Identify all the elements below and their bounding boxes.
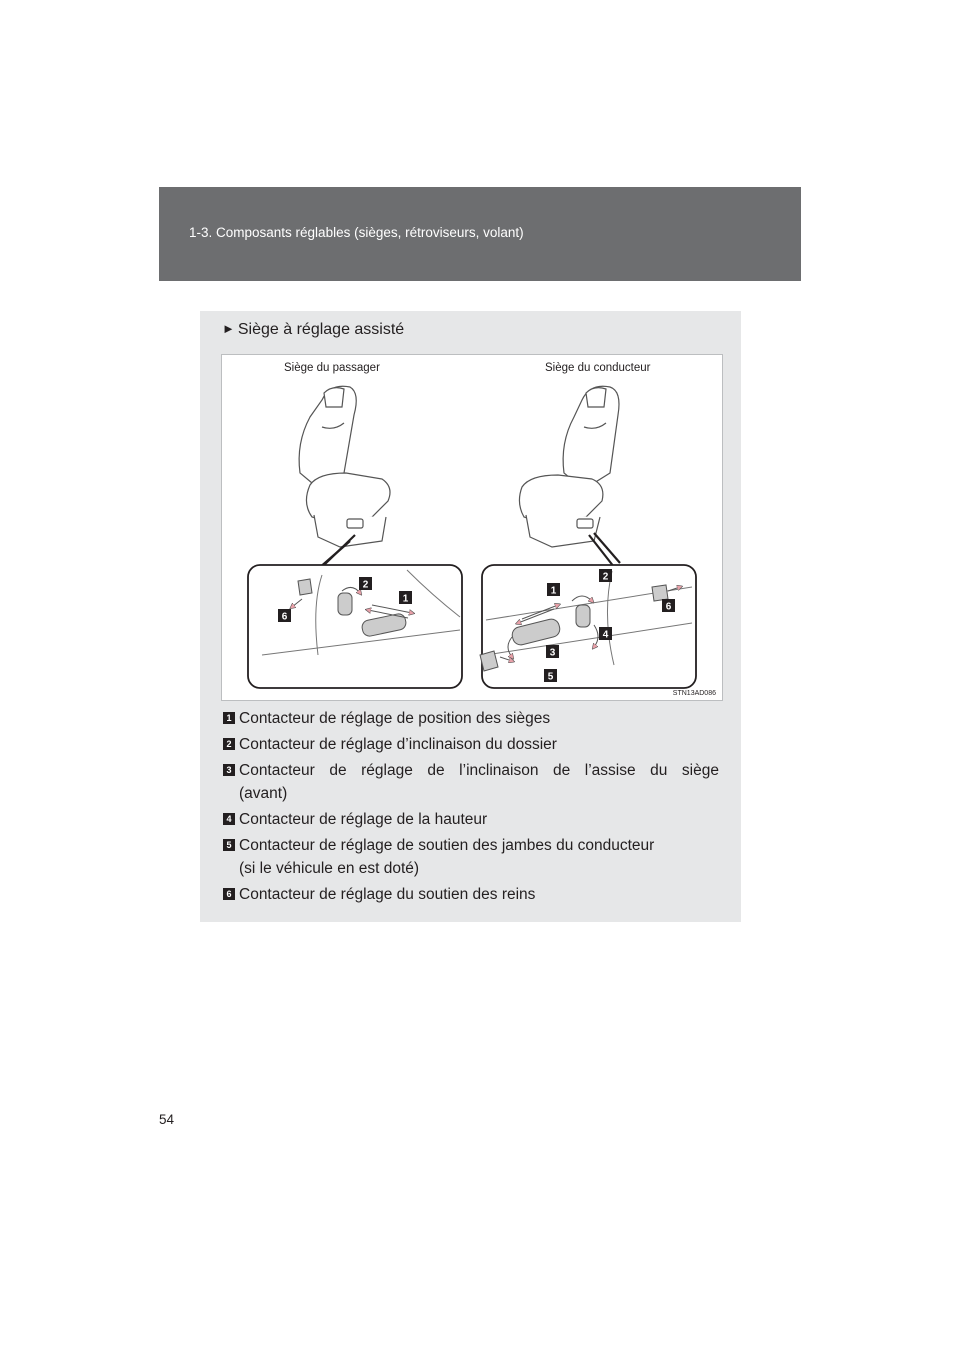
driver-seat-icon bbox=[519, 386, 619, 547]
svg-text:6: 6 bbox=[665, 601, 672, 613]
page-number: 54 bbox=[159, 1112, 175, 1127]
list-item bbox=[222, 733, 719, 756]
number-badge: 2 bbox=[223, 738, 235, 750]
callout-3-driver bbox=[546, 645, 559, 659]
item-text: Contacteur de réglage de position des sièges bbox=[239, 710, 551, 727]
svg-text:2: 2 bbox=[602, 571, 609, 583]
item-text: Contacteur de réglage d’inclinaison du dossier bbox=[239, 736, 557, 753]
item-text: Contacteur de réglage de soutien des jambes du conducteur bbox=[239, 837, 655, 854]
svg-text:2: 2 bbox=[362, 579, 369, 591]
list-item bbox=[222, 834, 719, 880]
header-band bbox=[159, 187, 801, 281]
list-item bbox=[222, 808, 719, 831]
triangle-marker-icon: ► bbox=[222, 321, 235, 336]
svg-text:1: 1 bbox=[550, 585, 557, 597]
number-badge: 3 bbox=[223, 764, 235, 776]
driver-seat-label: Siège du conducteur bbox=[545, 362, 651, 374]
section-title-text: Siège à réglage assisté bbox=[237, 321, 405, 338]
item-text: Contacteur de réglage du soutien des reins bbox=[239, 886, 536, 903]
figure-code: STN13AD086 bbox=[672, 690, 716, 697]
svg-text:1: 1 bbox=[402, 593, 409, 605]
content-panel bbox=[200, 311, 741, 922]
seat-drawing bbox=[222, 355, 722, 700]
callout-2-passenger bbox=[359, 577, 372, 591]
driver-detail-box bbox=[482, 565, 696, 688]
callout-6-passenger bbox=[278, 609, 291, 623]
passenger-seat-icon bbox=[299, 386, 390, 547]
list-item bbox=[222, 883, 719, 906]
section-title bbox=[222, 321, 404, 339]
seat-illustration bbox=[221, 354, 723, 701]
item-text-continued: (si le véhicule en est doté) bbox=[239, 860, 420, 877]
svg-text:5: 5 bbox=[547, 671, 554, 683]
item-text: Contacteur de réglage de la hauteur bbox=[239, 811, 488, 828]
callout-5-driver bbox=[544, 669, 557, 683]
passenger-seat-label: Siège du passager bbox=[284, 362, 380, 374]
svg-text:6: 6 bbox=[281, 611, 288, 623]
callout-4-driver bbox=[599, 627, 612, 641]
number-badge: 1 bbox=[223, 712, 235, 724]
number-badge: 4 bbox=[223, 813, 235, 825]
svg-text:4: 4 bbox=[602, 629, 609, 641]
passenger-detail-box bbox=[248, 565, 462, 688]
item-text-continued: (avant) bbox=[239, 785, 288, 802]
number-badge: 5 bbox=[223, 839, 235, 851]
number-badge: 6 bbox=[223, 888, 235, 900]
callout-2-driver bbox=[599, 569, 612, 583]
callout-1-passenger bbox=[399, 591, 412, 605]
callout-1-driver bbox=[547, 583, 560, 597]
section-header: 1-3. Composants réglables (sièges, rétroviseurs, volant) bbox=[189, 225, 524, 240]
callout-6-driver bbox=[662, 599, 675, 613]
legend-list bbox=[222, 707, 719, 909]
list-item bbox=[222, 759, 719, 805]
item-text: Contacteur de réglage de l’inclinaison de l’assise du siège bbox=[239, 762, 719, 779]
list-item bbox=[222, 707, 719, 730]
svg-text:3: 3 bbox=[549, 647, 556, 659]
